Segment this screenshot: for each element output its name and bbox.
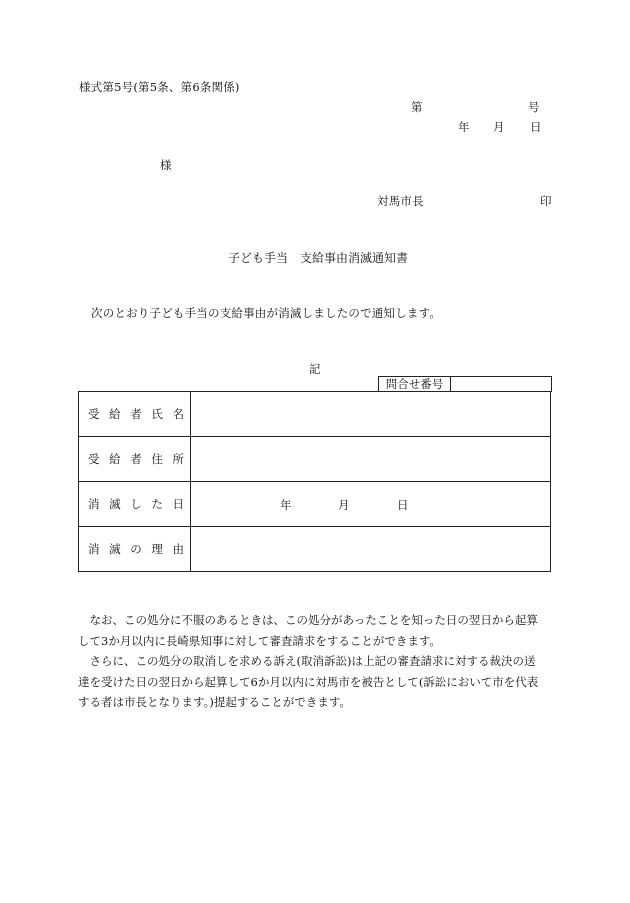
document-number-prefix: 第 xyxy=(411,100,423,114)
table-row xyxy=(79,437,551,482)
appeal-notice-line: する者は市長となります。)提起することができます。 xyxy=(78,695,351,709)
inquiry-number-box xyxy=(378,376,552,392)
recipient-address-label: 受 給 者 住 所 xyxy=(79,437,191,482)
document-number-suffix: 号 xyxy=(528,100,540,114)
termination-date-day: 日 xyxy=(397,498,409,512)
termination-date-year: 年 xyxy=(280,498,292,512)
issue-date-day: 日 xyxy=(530,120,542,134)
table-row xyxy=(79,392,551,437)
appeal-notice-line: なお、この処分に不服のあるときは、この処分があったことを知った日の翌日から起算 xyxy=(78,613,538,627)
termination-date-month: 月 xyxy=(338,498,350,512)
recipient-address-field[interactable] xyxy=(191,437,551,482)
table-row xyxy=(79,527,551,572)
appeal-notice-line: して3か月以内に長崎県知事に対して審査請求をすることができます。 xyxy=(78,633,441,648)
document-title: 子ども手当 支給事由消滅通知書 xyxy=(228,251,409,265)
termination-date-field[interactable] xyxy=(191,482,551,527)
issue-date-month: 月 xyxy=(493,120,505,134)
inquiry-number-label: 問合せ番号 xyxy=(379,377,451,391)
appeal-notice xyxy=(78,610,553,713)
appeal-notice-line: 達を受けた日の翌日から起算して6か月以内に対馬市を被告として(訴訟において市を代表 xyxy=(78,674,539,689)
intro-text: 次のとおり子ども手当の支給事由が消滅しましたので通知します。 xyxy=(91,306,442,320)
seal-mark: 印 xyxy=(540,194,552,208)
termination-date-label: 消 滅 し た 日 xyxy=(79,482,191,527)
sender-name: 対馬市長 xyxy=(377,194,424,208)
recipient-name-field[interactable] xyxy=(191,392,551,437)
appeal-notice-line: さらに、この処分の取消しを求める訴え(取消訴訟)は上記の審査請求に対する裁決の送 xyxy=(78,654,536,668)
termination-reason-field[interactable] xyxy=(191,527,551,572)
issue-date-year: 年 xyxy=(458,120,470,134)
details-table xyxy=(78,391,551,572)
inquiry-number-field[interactable] xyxy=(451,377,551,391)
table-row xyxy=(79,482,551,527)
ki-heading: 記 xyxy=(309,362,321,376)
termination-reason-label: 消 滅 の 理 由 xyxy=(79,527,191,572)
addressee-honorific: 様 xyxy=(160,158,172,172)
form-number: 様式第5号(第5条、第6条関係) xyxy=(79,80,240,94)
recipient-name-label: 受 給 者 氏 名 xyxy=(79,392,191,437)
